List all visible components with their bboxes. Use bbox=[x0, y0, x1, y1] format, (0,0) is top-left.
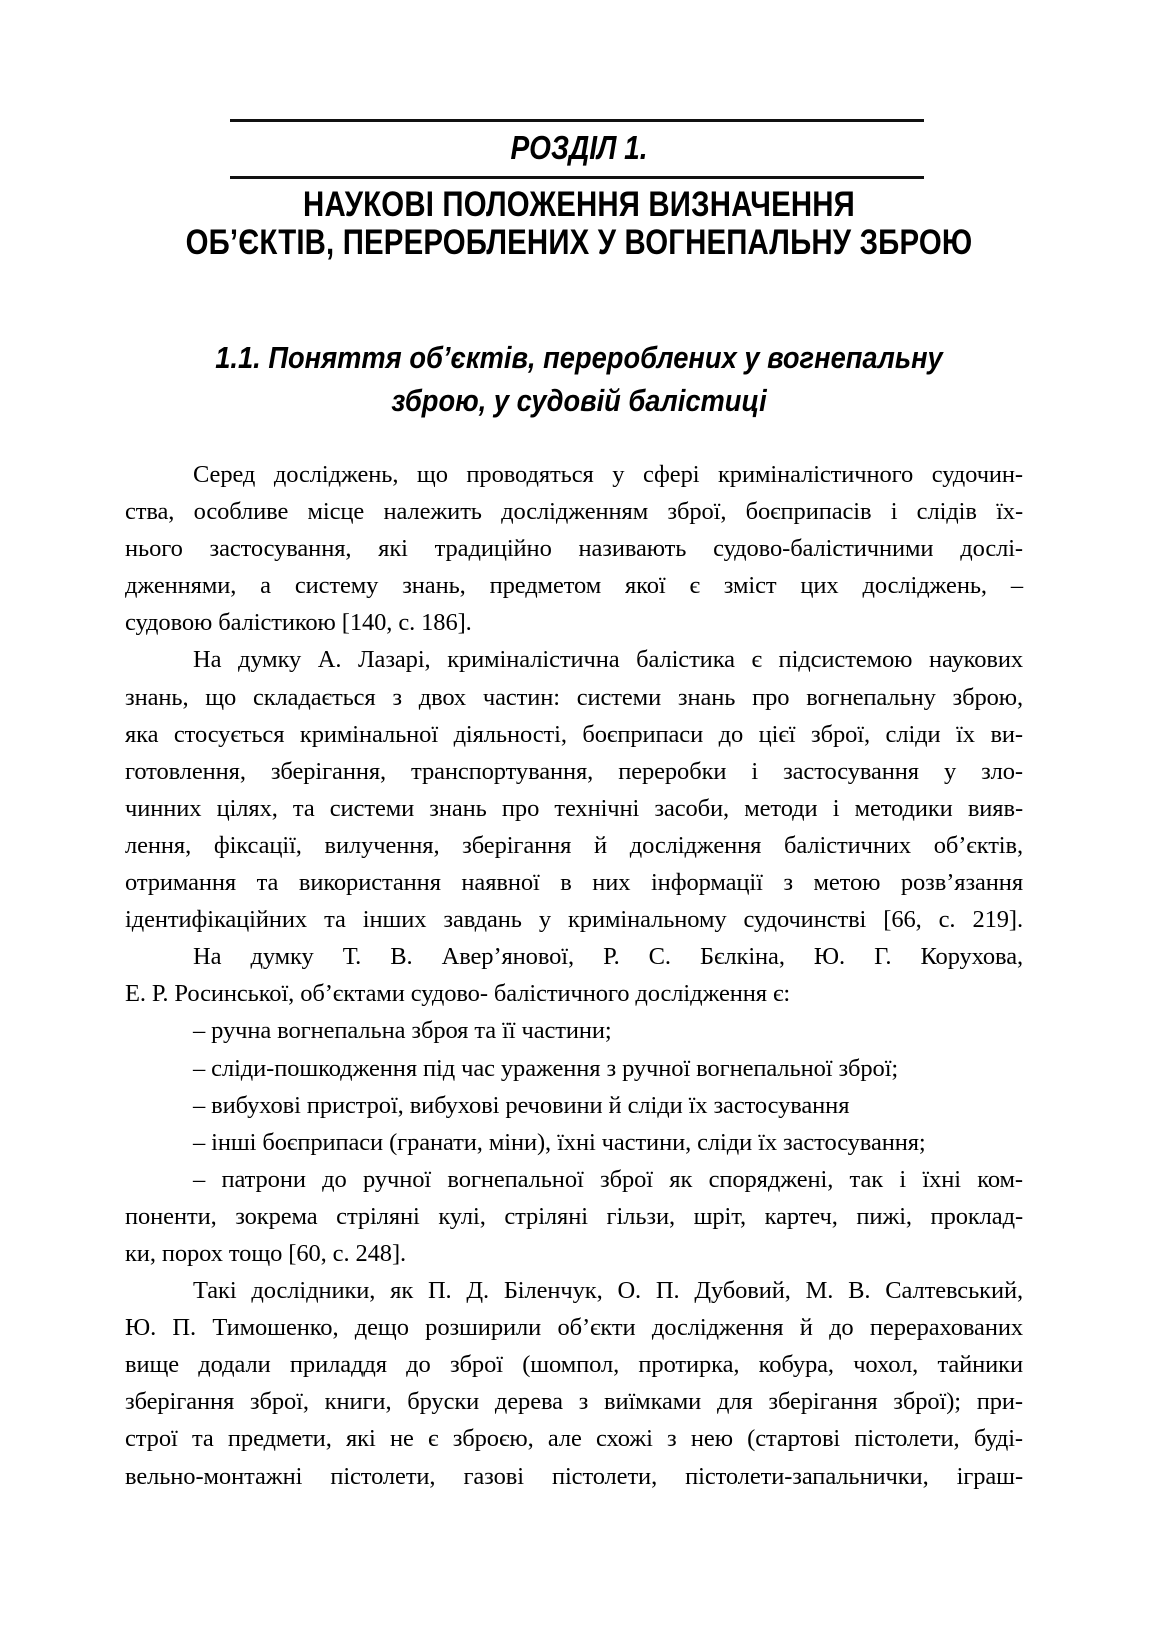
text-line: вельно-монтажні пістолети, газові пістолети, пістолети-запальнички, іграш- bbox=[125, 1462, 1023, 1490]
paragraph bbox=[125, 1272, 1023, 1495]
text-line: ства, особливе місце належить дослідженням зброї, боєприпасів і слідів їх- bbox=[125, 498, 1023, 526]
text-line: вище додали приладдя до зброї (шомпол, протирка, кобура, чохол, тайники bbox=[125, 1351, 1023, 1379]
text-line: чинних цілях, та системи знань про технічні засоби, методи і методики вияв- bbox=[125, 794, 1023, 822]
text-line: Е. Р. Росинської, об’єктами судово- балістичного дослідження є: bbox=[125, 980, 791, 1008]
text-line: ідентифікаційних та інших завдань у кримінальному судочинстві [66, с. 219]. bbox=[125, 906, 1023, 934]
chapter-label: РОЗДІЛ 1. bbox=[510, 129, 648, 166]
text-line: знань, що складається з двох частин: системи знань про вогнепальну зброю, bbox=[125, 683, 1023, 711]
text-line: судовою балістикою [140, с. 186]. bbox=[125, 609, 472, 637]
paragraph bbox=[125, 1087, 1023, 1124]
text-line: нього застосування, які традиційно називають судово-балістичними дослі- bbox=[125, 535, 1023, 563]
text-line: – ручна вогнепальна зброя та її частини; bbox=[193, 1017, 612, 1045]
paragraph bbox=[125, 1124, 1023, 1161]
text-line: поненти, зокрема стріляні кулі, стріляні гільзи, шріт, картеч, пижі, проклад- bbox=[125, 1202, 1023, 1230]
text-line: Серед досліджень, що проводяться у сфері криміналістичного судочин- bbox=[193, 461, 1023, 488]
text-line: – патрони до ручної вогнепальної зброї як споряджені, так і їхні ком- bbox=[193, 1165, 1023, 1193]
section-heading-line: зброю, у судовій балістиці bbox=[391, 383, 767, 418]
text-line: – вибухові пристрої, вибухові речовини й сліди їх застосування bbox=[193, 1091, 850, 1119]
text-line: лення, фіксації, вилучення, зберігання й дослідження балістичних об’єктів, bbox=[125, 831, 1023, 859]
paragraph bbox=[125, 1012, 1023, 1049]
text-line: – сліди-пошкодження під час ураження з ручної вогнепальної зброї; bbox=[193, 1054, 899, 1082]
chapter-title bbox=[93, 186, 1066, 262]
paragraph bbox=[125, 938, 1023, 1012]
text-line: – інші боєприпаси (гранати, міни), їхні частини, сліди їх застосування; bbox=[193, 1128, 926, 1156]
section-heading-line: 1.1. Поняття об’єктів, перероблених у вогнепальну bbox=[215, 340, 943, 375]
text-line: отримання та використання наявної в них інформації з метою розв’язання bbox=[125, 869, 1023, 897]
text-line: ки, порох тощо [60, с. 248]. bbox=[125, 1239, 407, 1267]
chapter-rule-top bbox=[230, 119, 924, 122]
text-line: Ю. П. Тимошенко, дещо розширили об’єкти дослідження й до перерахованих bbox=[125, 1314, 1023, 1342]
paragraph bbox=[125, 1161, 1023, 1272]
paragraph bbox=[125, 456, 1023, 641]
text-line: дженнями, а систему знань, предметом якої є зміст цих досліджень, – bbox=[125, 572, 1023, 600]
text-line: На думку Т. В. Авер’янової, Р. С. Бєлкіна, Ю. Г. Корухова, bbox=[193, 943, 1023, 971]
text-line: готовлення, зберігання, транспортування, переробки і застосування у зло- bbox=[125, 757, 1023, 785]
chapter-title-line: НАУКОВІ ПОЛОЖЕННЯ ВИЗНАЧЕННЯ bbox=[303, 185, 855, 224]
chapter-title-line: ОБ’ЄКТІВ, ПЕРЕРОБЛЕНИХ У ВОГНЕПАЛЬНУ ЗБРОЮ bbox=[185, 223, 973, 262]
text-line: Такі дослідники, як П. Д. Біленчук, О. П. Дубовий, М. В. Салтевський, bbox=[193, 1277, 1023, 1305]
section-heading bbox=[69, 336, 1088, 422]
body-text bbox=[125, 456, 1023, 1495]
paragraph bbox=[125, 641, 1023, 938]
text-line: яка стосується кримінальної діяльності, боєприпаси до цієї зброї, сліди їх ви- bbox=[125, 720, 1023, 748]
paragraph bbox=[125, 1050, 1023, 1087]
chapter-rule-bottom bbox=[230, 176, 924, 179]
text-line: строї та предмети, які не є зброєю, але схожі з нею (стартові пістолети, буді- bbox=[125, 1425, 1023, 1453]
text-line: На думку А. Лазарі, криміналістична балістика є підсистемою наукових bbox=[193, 646, 1023, 674]
text-line: зберігання зброї, книги, бруски дерева з виїмками для зберігання зброї); при- bbox=[125, 1388, 1023, 1416]
